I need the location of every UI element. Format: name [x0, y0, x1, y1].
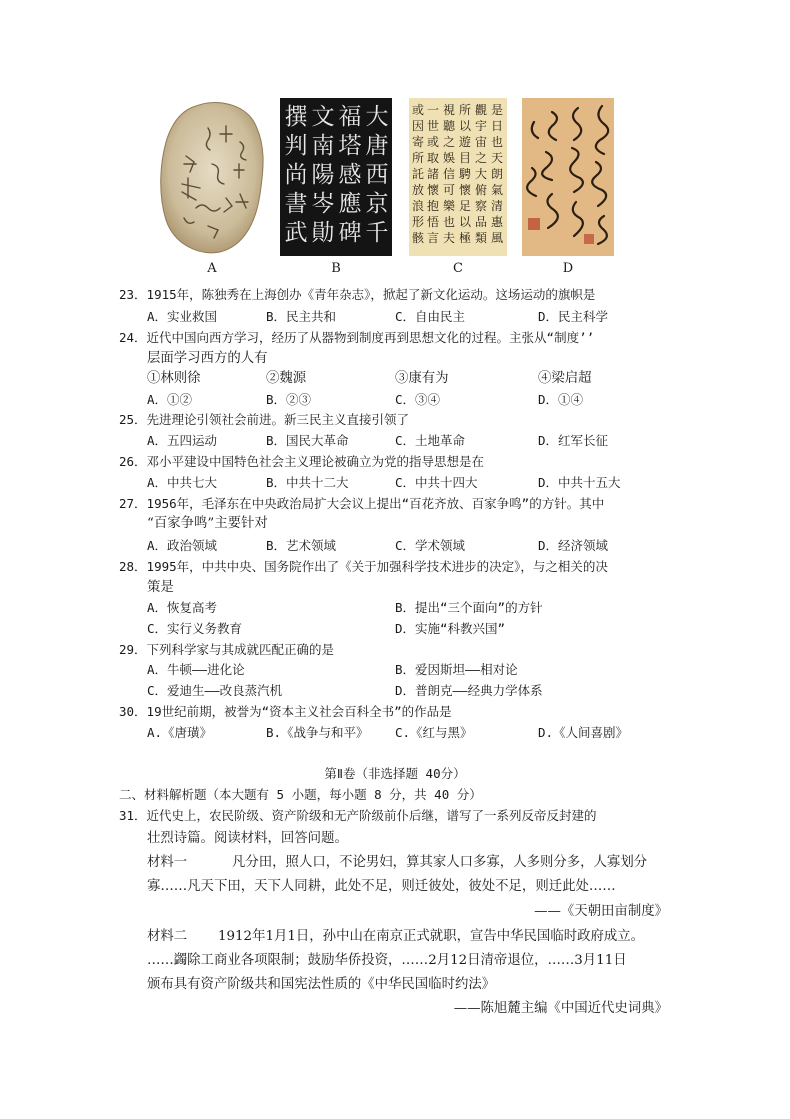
q28-option-b: B．提出“三个面向”的方针: [395, 600, 543, 615]
q26-option-a: A．中共七大: [147, 475, 218, 490]
svg-text:氣: 氣: [490, 183, 504, 197]
q24-option-d: D．①④: [538, 392, 584, 407]
svg-text:取: 取: [426, 151, 440, 165]
figure-b: [280, 98, 392, 276]
svg-text:武: 武: [284, 220, 308, 246]
svg-text:託: 託: [411, 167, 425, 181]
svg-text:寄: 寄: [411, 135, 425, 149]
svg-text:目: 目: [458, 151, 472, 165]
q24-item-3: ③康有为: [395, 371, 449, 386]
svg-text:日: 日: [490, 119, 504, 133]
svg-text:應: 應: [338, 191, 362, 217]
q24-stem-line2: 层面学习西方的人有: [147, 351, 268, 366]
svg-text:書: 書: [284, 191, 308, 217]
q26-option-c: C．中共十四大: [395, 475, 478, 490]
svg-text:判: 判: [284, 133, 308, 159]
svg-text:宙: 宙: [474, 135, 488, 149]
svg-text:夫: 夫: [442, 231, 456, 245]
svg-text:懷: 懷: [426, 183, 440, 197]
svg-text:骸: 骸: [411, 231, 425, 245]
svg-text:大: 大: [474, 167, 488, 181]
material2-line1: 1912年1月1日，孙中山在南京正式就职，宣告中华民国临时政府成立。: [218, 929, 645, 944]
cursive-calligraphy-image: [522, 98, 614, 256]
q30-option-b: B.《战争与和平》: [266, 725, 369, 740]
svg-text:形: 形: [411, 215, 425, 229]
svg-text:也: 也: [490, 135, 504, 149]
svg-text:天: 天: [490, 151, 504, 165]
q27-option-a: A．政治领域: [147, 538, 218, 553]
q24-option-c: C．③④: [395, 392, 441, 407]
part2-section-heading: 二、材料解析题（本大题有 5 小题，每小题 8 分，共 40 分）: [119, 787, 482, 802]
material1-line2: 寡……凡天下田，天下人同耕，此处不足，则迁彼处，彼处不足，则迁此处……: [147, 879, 616, 894]
material1-line1: 凡分田，照人口，不论男妇，算其家人口多寡，人多则分多，人寡划分: [232, 855, 648, 870]
q26-option-b: B．中共十二大: [266, 475, 349, 490]
svg-text:西: 西: [365, 162, 389, 188]
svg-text:品: 品: [474, 215, 488, 229]
svg-text:尚: 尚: [284, 162, 308, 188]
q24-item-1: ①林则徐: [147, 371, 201, 386]
figure-c-caption: C: [453, 261, 463, 276]
figure-b-caption: B: [331, 261, 341, 276]
q29-option-b: B．爱因斯坦——相对论: [395, 662, 518, 677]
q31-stem-line2: 壮烈诗篇。阅读材料，回答问题。: [147, 831, 348, 846]
svg-text:極: 極: [458, 231, 472, 245]
figure-d-caption: D: [562, 261, 574, 276]
svg-text:風: 風: [490, 231, 504, 245]
q28-option-a: A．恢复高考: [147, 600, 218, 615]
svg-text:或: 或: [426, 135, 440, 149]
svg-text:言: 言: [426, 231, 440, 245]
q27-option-c: C．学术领域: [395, 538, 466, 553]
svg-text:千: 千: [365, 220, 389, 246]
q25-option-d: D．红军长征: [538, 433, 609, 448]
material2-source: ——陈旭麓主编《中国近代史词典》: [453, 1001, 668, 1016]
q27-option-d: D．经济领域: [538, 538, 609, 553]
q25-option-b: B．国民大革命: [266, 433, 349, 448]
svg-text:察: 察: [474, 199, 488, 213]
svg-text:樂: 樂: [442, 199, 456, 213]
figure-a: [156, 98, 268, 276]
material1-label: 材料一: [147, 855, 188, 870]
svg-text:一: 一: [426, 103, 440, 117]
q26-option-d: D．中共十五大: [538, 475, 621, 490]
svg-text:浪: 浪: [411, 199, 425, 213]
part2-title: 第Ⅱ卷（非选择题 40分）: [324, 766, 466, 781]
oracle-bone-image: [156, 98, 268, 256]
svg-text:岑: 岑: [311, 191, 335, 217]
material2-line3: 颁布具有资产阶级共和国宪法性质的《中华民国临时约法》: [147, 977, 496, 992]
svg-text:宇: 宇: [474, 119, 488, 133]
svg-text:感: 感: [338, 162, 362, 188]
svg-text:因: 因: [411, 119, 425, 133]
svg-text:聽: 聽: [442, 119, 456, 133]
svg-text:南: 南: [311, 133, 335, 159]
svg-text:觀: 觀: [474, 103, 488, 117]
svg-text:悟: 悟: [426, 215, 440, 229]
q30-stem: 30．19世纪前期，被誉为“资本主义社会百科全书”的作品是: [119, 704, 452, 719]
q25-stem: 25．先进理论引领社会前进。新三民主义直接引领了: [119, 412, 410, 427]
figure-d: [522, 98, 614, 276]
svg-text:碑: 碑: [338, 220, 362, 246]
svg-text:唐: 唐: [365, 133, 389, 159]
material2-line2: ……蠲除工商业各项限制；鼓励华侨投资，……2月12日清帝退位，……3月11日: [147, 953, 627, 968]
svg-text:諸: 諸: [426, 167, 440, 181]
material2-label: 材料二: [147, 929, 188, 944]
q29-option-c: C．爱迪生——改良蒸汽机: [147, 683, 283, 698]
q28-stem-line1: 28．1995年，中共中央、国务院作出了《关于加强科学技术进步的决定》，与之相关的决: [119, 559, 608, 574]
q27-stem-line2: “百家争鸣”主要针对: [147, 516, 268, 531]
svg-text:放: 放: [411, 183, 425, 197]
svg-text:可: 可: [442, 183, 456, 197]
q28-option-c: C．实行义务教育: [147, 621, 243, 636]
material1-source: ——《天朝田亩制度》: [534, 904, 668, 919]
svg-text:大: 大: [365, 104, 389, 130]
svg-text:京: 京: [365, 191, 389, 217]
figure-a-caption: A: [207, 261, 217, 276]
svg-text:也: 也: [442, 215, 456, 229]
svg-text:俯: 俯: [474, 183, 488, 197]
q23-stem: 23．1915年，陈独秀在上海创办《青年杂志》，掀起了新文化运动。这场运动的旗帜是: [119, 287, 596, 302]
q24-item-4: ④梁启超: [538, 371, 592, 386]
q24-stem-line1: 24．近代中国向西方学习，经历了从器物到制度再到思想文化的过程。主张从“制度’’: [119, 330, 595, 345]
svg-text:信: 信: [442, 167, 456, 181]
svg-text:視: 視: [442, 103, 456, 117]
q30-option-a: A.《唐璜》: [147, 725, 213, 740]
svg-text:塔: 塔: [338, 133, 362, 159]
q23-option-c: C．自由民主: [395, 309, 466, 324]
q24-option-b: B．②③: [266, 392, 312, 407]
svg-text:以: 以: [458, 215, 472, 229]
q26-stem: 26．邓小平建设中国特色社会主义理论被确立为党的指导思想是在: [119, 454, 485, 469]
svg-text:懷: 懷: [458, 183, 472, 197]
q29-option-a: A．牛顿——进化论: [147, 662, 245, 677]
svg-text:朗: 朗: [490, 167, 504, 181]
q29-option-d: D．普朗克——经典力学体系: [395, 683, 543, 698]
q25-option-c: C．土地革命: [395, 433, 466, 448]
q27-option-b: B．艺术领域: [266, 538, 337, 553]
q27-stem-line1: 27．1956年，毛泽东在中央政治局扩大会议上提出“百花齐放、百家争鸣”的方针。其中: [119, 496, 605, 511]
q31-stem-line1: 31．近代史上，农民阶级、资产阶级和无产阶级前仆后继，谱写了一系列反帝反封建的: [119, 808, 597, 823]
svg-text:騁: 騁: [458, 167, 472, 181]
q28-stem-line2: 策是: [147, 580, 174, 595]
q30-option-c: C.《红与黑》: [395, 725, 473, 740]
svg-text:勛: 勛: [311, 220, 335, 246]
q28-option-d: D．实施“科教兴国”: [395, 621, 506, 636]
svg-text:是: 是: [490, 103, 504, 117]
q23-option-b: B．民主共和: [266, 309, 337, 324]
svg-text:世: 世: [426, 119, 440, 133]
q23-option-d: D．民主科学: [538, 309, 609, 324]
svg-text:娛: 娛: [442, 151, 456, 165]
svg-text:足: 足: [458, 199, 472, 213]
q23-option-a: A．实业救国: [147, 309, 218, 324]
svg-text:福: 福: [338, 104, 362, 130]
stele-rubbing-image: [280, 98, 392, 256]
q24-item-2: ②魏源: [266, 371, 307, 386]
svg-text:之: 之: [442, 135, 456, 149]
svg-text:撰: 撰: [284, 104, 308, 130]
svg-text:類: 類: [474, 231, 488, 245]
svg-text:文: 文: [311, 104, 335, 130]
calligraphy-image: [409, 98, 507, 256]
svg-text:遊: 遊: [458, 135, 472, 149]
svg-text:抱: 抱: [426, 199, 440, 213]
svg-text:之: 之: [474, 151, 488, 165]
svg-text:以: 以: [458, 119, 472, 133]
svg-text:陽: 陽: [311, 162, 335, 188]
q25-option-a: A．五四运动: [147, 433, 218, 448]
figure-row: [150, 98, 670, 278]
q24-option-a: A．①②: [147, 392, 193, 407]
q29-stem: 29．下列科学家与其成就匹配正确的是: [119, 642, 335, 657]
svg-text:清: 清: [490, 199, 504, 213]
figure-c: [409, 98, 507, 276]
svg-text:或: 或: [411, 103, 425, 117]
svg-text:所: 所: [458, 103, 472, 117]
svg-text:惠: 惠: [490, 215, 504, 229]
q30-option-d: D.《人间喜剧》: [538, 725, 629, 740]
svg-text:所: 所: [411, 151, 425, 165]
